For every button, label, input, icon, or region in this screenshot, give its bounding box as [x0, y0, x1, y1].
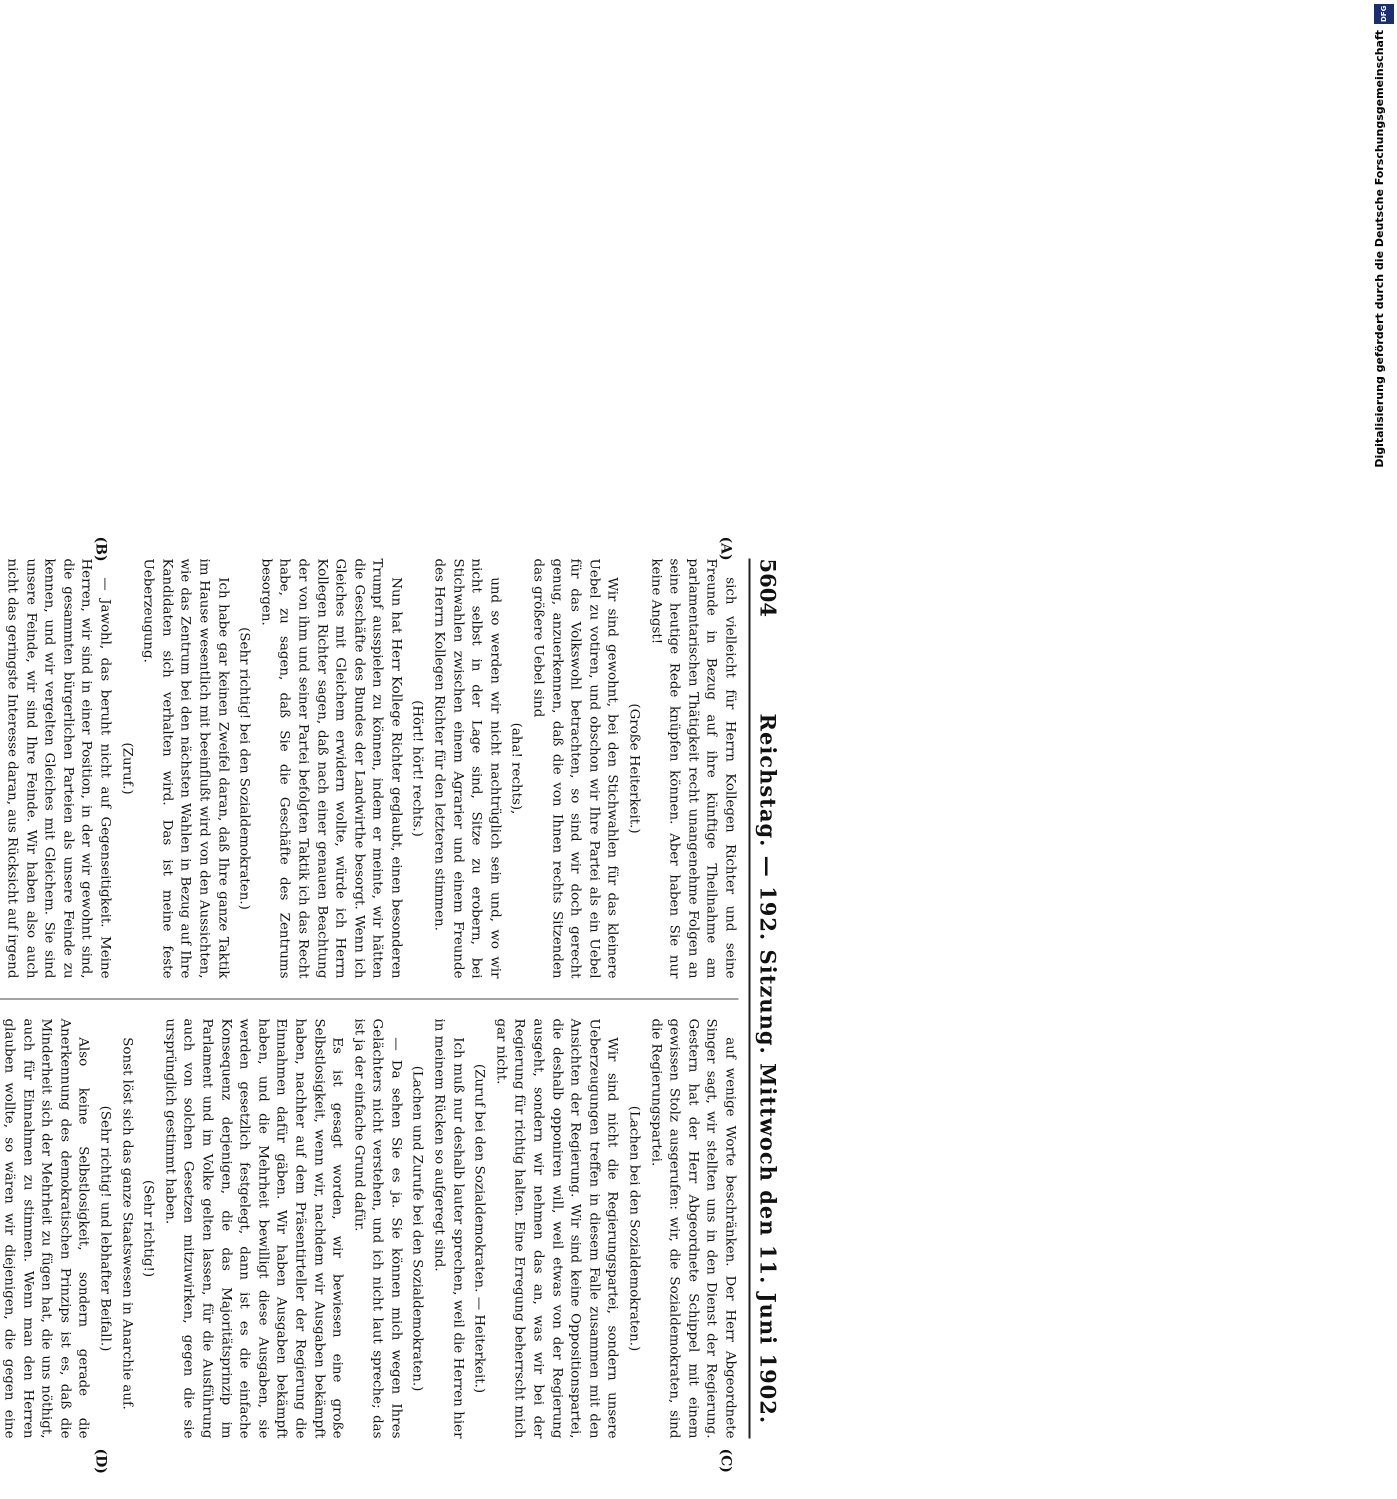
- page-number: 5604: [755, 558, 781, 617]
- stage-direction: (Hört! hört! rechts.): [410, 700, 425, 837]
- stage-direction: (aha! rechts),: [508, 722, 524, 815]
- margin-marker-b: (B): [92, 536, 109, 562]
- paragraph: Es ist gesagt worden, wir bewiesen eine große Selbstlosigkeit, wenn wir, nachdem wir Ausgaben bekämpft haben, nachher auf dem Präsentirteller der Regierung die Einnahmen dafür gäben. Wir haben Ausgaben bekämpft haben, und die Mehrheit bewilligt diese Ausgaben, sie werden gesetzlich festgelegt, dann ist es die einfache Konsequenz derjenigen, die das Majoritätsprinzip im Parlament und im Volke gelten lassen, für die Ausführung auch von solchen Gesetzen mitzuwirken, gegen die sie ursprünglich gestimmt haben.: [162, 1018, 345, 1439]
- paragraph: Sonst löst sich das ganze Staatswesen in Anarchie auf.: [119, 1037, 135, 1410]
- paragraph: und so werden wir nicht nachtrüglich sein und, wo wir nicht selbst in der Lage sind, Sitze zu erobern, bei Stichwahlen zwischen einem Agrarier und einem Freunde des Herrn Kollegen Richter für den letzteren stimmen.: [431, 558, 503, 979]
- paragraph: — Da sehen Sie es ja. Sie können mich wegen Ihres Gelächters nicht verstehen, und ich nicht laut spreche; das ist ja der einfache Grund dafür.: [351, 1018, 404, 1439]
- stage-direction: (Sehr richtig! und lebhafter Beifall.): [97, 1105, 113, 1352]
- paragraph: Nun hat Herr Kollege Richter geglaubt, einen besonderen Trumpf ausspielen zu können, indem er meinte, wir hätten die Geschäfte des Bundes der Landwirthe besorgt. Wenn ich Gleiches mit Gleichem erwidern wollte, würde ich Herrn Kollegen Richter sagen, daß nach einer genauen Beachtung der von ihm und seiner Partei befolgten Taktik ich das Recht habe, zu sagen, daß Sie die Geschäfte des Zentrums besorgen.: [258, 558, 404, 979]
- paragraph: Wir sind gewohnt, bei den Stichwahlen für das kleinere Uebel zu votiren, und obschon wir Ihre Partei als ein Uebel für das Volkswohl betrachten, so sind wir doch gerecht genug, anzuerkennen, daß die von Ihnen rechts Sitzenden das größere Uebel sind: [530, 558, 620, 979]
- funding-sidebar: [1370, 0, 1397, 1000]
- margin-marker-a: (A): [717, 536, 734, 561]
- column-rule: [0, 999, 739, 1000]
- dfg-logo: DFG: [1374, 4, 1394, 24]
- paragraph: Wir sind nicht die Regierungspartei, sondern unsere Ueberzeugungen treffen in diesem Falle zusammen mit den Ansichten der Regierung. Wir sind keine Oppositionspartei, die deshalb opponiren will, weil etwas von der Regierung ausgeht, sondern wir nehmen das an, was wir bei der Regierung für richtig halten. Eine Erregung beherrscht mich gar nicht.: [493, 1018, 620, 1439]
- paragraph: Also keine Selbstlosigkeit, sondern gerade die Anerkennung des demokratischen Prinzips ist es, daß die Minderheit sich der Mehrheit zu fügen hat, die uns nöthigt, auch für Einnahmen zu stimmen. Wenn man den Herren glauben wollte, so wären wir diejenigen, die gegen eine: [1, 1018, 91, 1439]
- paragraph: — Jawohl, das beruht nicht auf Gegenseitigkeit. Meine Herren, wir sind in einer Position, in der wir gewohnt sind, die gesammten bürgerlichen Parteien als unsere Feinde zu kennen, und wir vergelten Gleiches mit Gleichem. Sie sind unsere Feinde, wir sind Ihre Feinde. Wir haben also auch nicht das geringste Interesse daran, aus Rücksicht auf irgend: [4, 558, 113, 979]
- stage-direction: (Große Heiterkeit.): [626, 703, 642, 834]
- stage-direction: (Sehr richtig! bei den Sozialdemokraten.): [236, 627, 252, 910]
- margin-marker-c: (C): [717, 1448, 734, 1473]
- stage-direction: (Lachen und Zurufe bei den Sozialdemokraten.): [410, 1065, 425, 1392]
- funding-note: Digitalisierung gefördert durch die Deutsche Forschungsgemeinschaft: [1373, 30, 1386, 468]
- left-text-column: [0, 559, 739, 979]
- stage-direction: (Zuruf bei den Sozialdemokraten. — Heiterkeit.): [471, 1063, 487, 1394]
- margin-marker-d: (D): [92, 1448, 109, 1474]
- stage-direction: (Lachen bei den Sozialdemokraten.): [626, 1105, 642, 1352]
- paragraph: sich vielleicht für Herrn Kollegen Richter und seine Freunde in Bezug auf ihre künftige Theilnahme am parlamentarischen Thätigkeit recht unangenehme Folgen an seine heutige Rede knüpfen können. Aber haben Sie nur keine Angst!: [648, 558, 738, 979]
- header-rule: [749, 559, 751, 1439]
- stage-direction: (Sehr richtig!): [140, 1179, 156, 1278]
- stage-direction: (Zuruf.): [119, 742, 135, 795]
- running-head: Reichstag. — 192. Sitzung. Mittwoch den 11. Juni 1902.: [755, 713, 781, 1425]
- right-text-column: [0, 1019, 739, 1439]
- document-page: [0, 499, 899, 1499]
- paragraph: auf wenige Worte beschränken. Der Herr Abgeordnete Singer sagt, wir stellten uns in den Dienst der Regierung. Gestern hat der Herr Abgeordnete Schippel mit einem gewissen Stolz ausgerufen: wir, die Sozialdemokraten, sind die Regierungspartei.: [648, 1018, 738, 1439]
- paragraph: Ich habe gar keinen Zweifel daran, daß Ihre ganze Taktik im Hause wesentlich mit beeinflußt wird von den Aussichten, wie das Zentrum bei den nächsten Wahlen in Bezug auf Ihre Kandidaten sich verhalten wird. Das ist meine feste Ueberzeugung.: [140, 558, 231, 979]
- paragraph: Ich muß nur deshalb lauter sprechen, weil die Herren hier in meinem Rücken so aufgeregt sind.: [431, 1018, 466, 1439]
